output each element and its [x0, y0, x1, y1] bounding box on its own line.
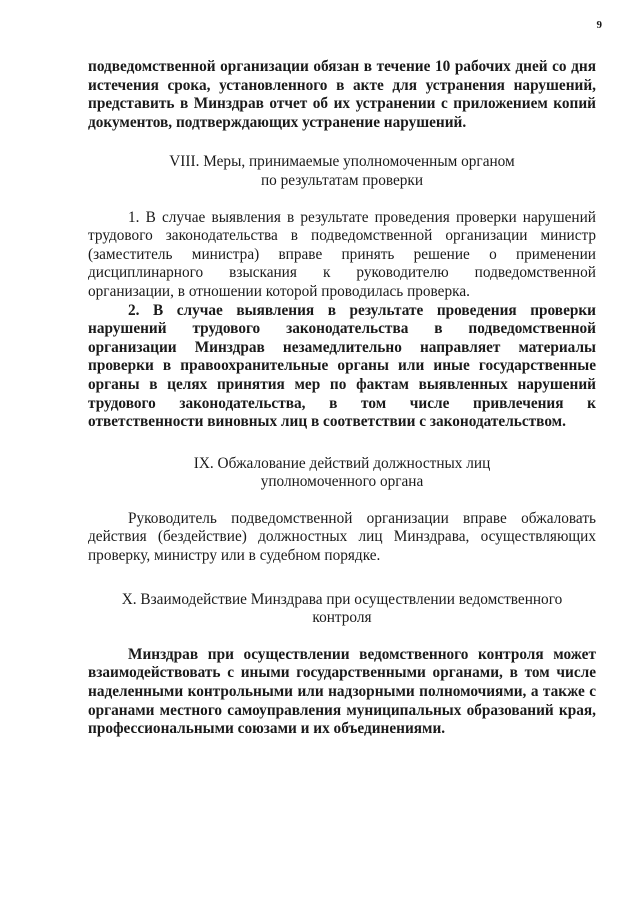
section-10-heading — [88, 591, 596, 628]
page-number: 9 — [596, 19, 602, 31]
section-8-heading-line-1: VIII. Меры, принимаемые уполномоченным органом — [169, 153, 515, 171]
section-8-heading — [88, 153, 596, 190]
section-9-heading-line-2: уполномоченного органа — [260, 473, 424, 491]
section-9-paragraph: Руководитель подведомственной организации вправе обжаловать действия (бездействие) должностных лиц Минздрава, осуществляющих проверку, министру или в судебном порядке. — [88, 509, 596, 565]
section-8-paragraph-1: 1. В случае выявления в результате проведения проверки нарушений трудового законодательства в подведомственной организации министр (заместитель министра) вправе принять решение о применении дисциплинарного взыскания к руководителю подведомственной организации, в отношении которой проводилась проверка. — [88, 208, 596, 300]
section-10-heading-line-2: контроля — [312, 609, 372, 627]
section-9-heading — [88, 455, 596, 492]
section-9-heading-line-1: IX. Обжалование действий должностных лиц — [193, 454, 491, 472]
section-8-paragraph-2: 2. В случае выявления в результате проведения проверки нарушений трудового законодательства в подведомственной организации Минздрав незамедлительно направляет материалы проверки в правоохранительные органы или иные государственные органы в целях принятия мер по фактам выявленных нарушений трудового законодательства, в том числе привлечения к ответственности виновных лиц в соответствии с законодательством. — [88, 301, 596, 431]
section-10-paragraph: Минздрав при осуществлении ведомственного контроля может взаимодействовать с иными государственными органами, в том числе наделенными контрольными или надзорными полномочиями, а также с органами местного самоуправления муниципальных образований края, профессиональными союзами и их объединениями. — [88, 645, 596, 738]
section-8-heading-line-2: по результатам проверки — [260, 171, 424, 189]
page-content — [88, 58, 596, 739]
intro-paragraph: подведомственной организации обязан в течение 10 рабочих дней со дня истечения срока, установленного в акте для устранения нарушений, представить в Минздрав отчет об их устранении с приложением копий документов, подтверждающих устранение нарушений. — [88, 58, 596, 131]
section-10-heading-line-1: X. Взаимодействие Минздрава при осуществлении ведомственного — [121, 590, 563, 608]
